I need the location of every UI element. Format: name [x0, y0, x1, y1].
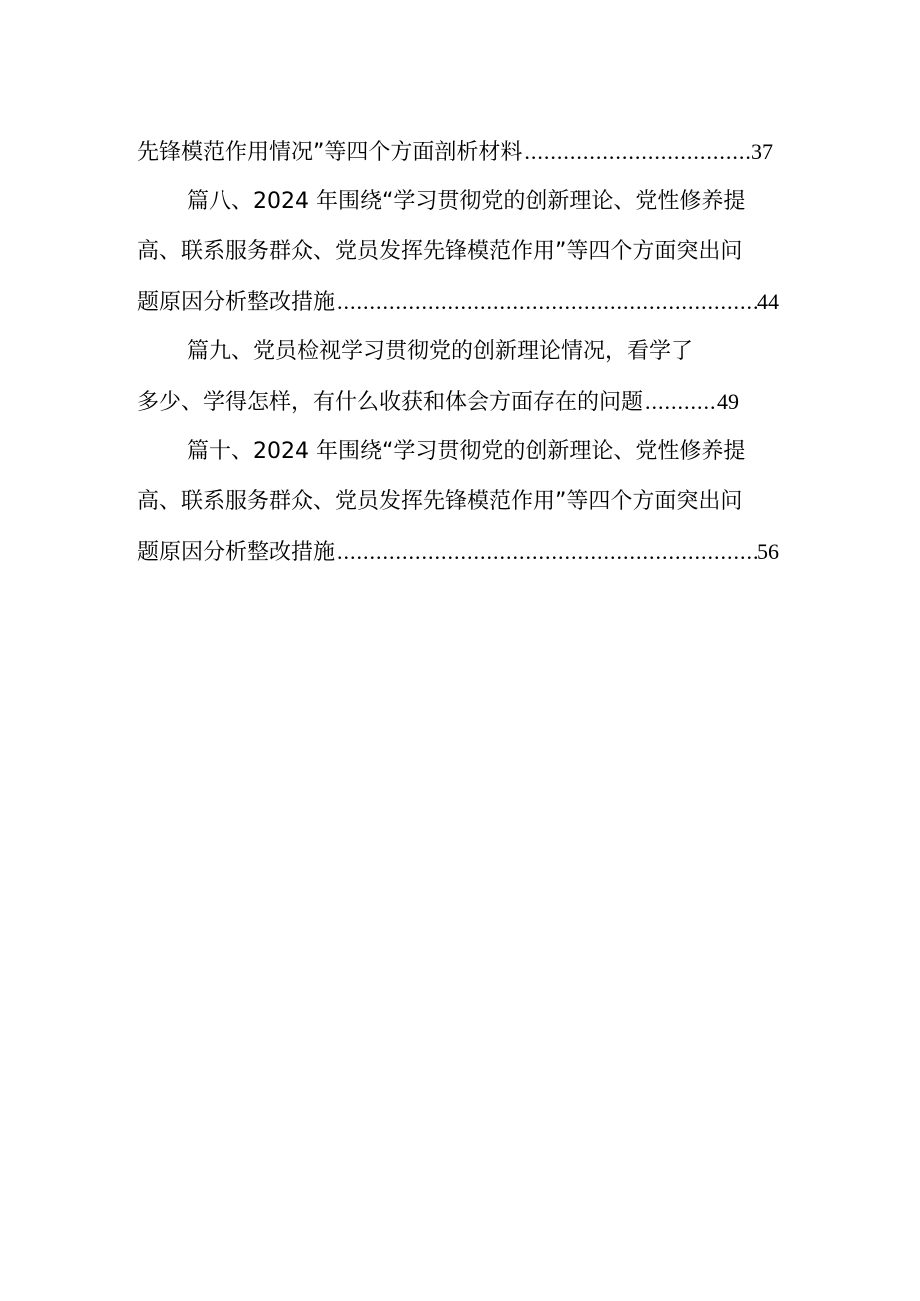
toc-leader-dots: [643, 377, 717, 427]
toc-entry-8-line-3[interactable]: [137, 277, 779, 327]
table-of-contents: [137, 127, 787, 577]
toc-entry-10-text: 题原因分析整改措施: [137, 540, 336, 565]
toc-entry-7-tail[interactable]: [137, 127, 773, 177]
toc-entry-8-page: 44: [757, 289, 779, 314]
toc-entry-9-line-1[interactable]: 篇九、党员检视学习贯彻党的创新理论情况，看学了: [187, 339, 694, 364]
toc-entry-10-page: 56: [757, 539, 779, 564]
toc-entry-8-line-1[interactable]: 篇八、2024 年围绕“学习贯彻党的创新理论、党性修养提: [187, 189, 746, 214]
toc-entry-8-line-2[interactable]: 高、联系服务群众、党员发挥先锋模范作用”等四个方面突出问: [137, 239, 743, 264]
toc-leader-dots: [335, 527, 757, 577]
toc-entry-7-page: 37: [751, 139, 773, 164]
toc-leader-dots: [335, 277, 757, 327]
toc-entry-7-text: 先锋模范作用情况”等四个方面剖析材料: [137, 140, 523, 165]
toc-entry-9-text: 多少、学得怎样，有什么收获和体会方面存在的问题: [137, 390, 644, 415]
toc-entry-10-line-2[interactable]: 高、联系服务群众、党员发挥先锋模范作用”等四个方面突出问: [137, 489, 743, 514]
toc-entry-10-line-3[interactable]: [137, 527, 779, 577]
toc-entry-9-page: 49: [717, 389, 739, 414]
toc-entry-8-text: 题原因分析整改措施: [137, 290, 336, 315]
toc-entry-9-line-2[interactable]: [137, 377, 739, 427]
toc-entry-10-line-1[interactable]: 篇十、2024 年围绕“学习贯彻党的创新理论、党性修养提: [187, 439, 746, 464]
toc-leader-dots: [522, 127, 751, 177]
